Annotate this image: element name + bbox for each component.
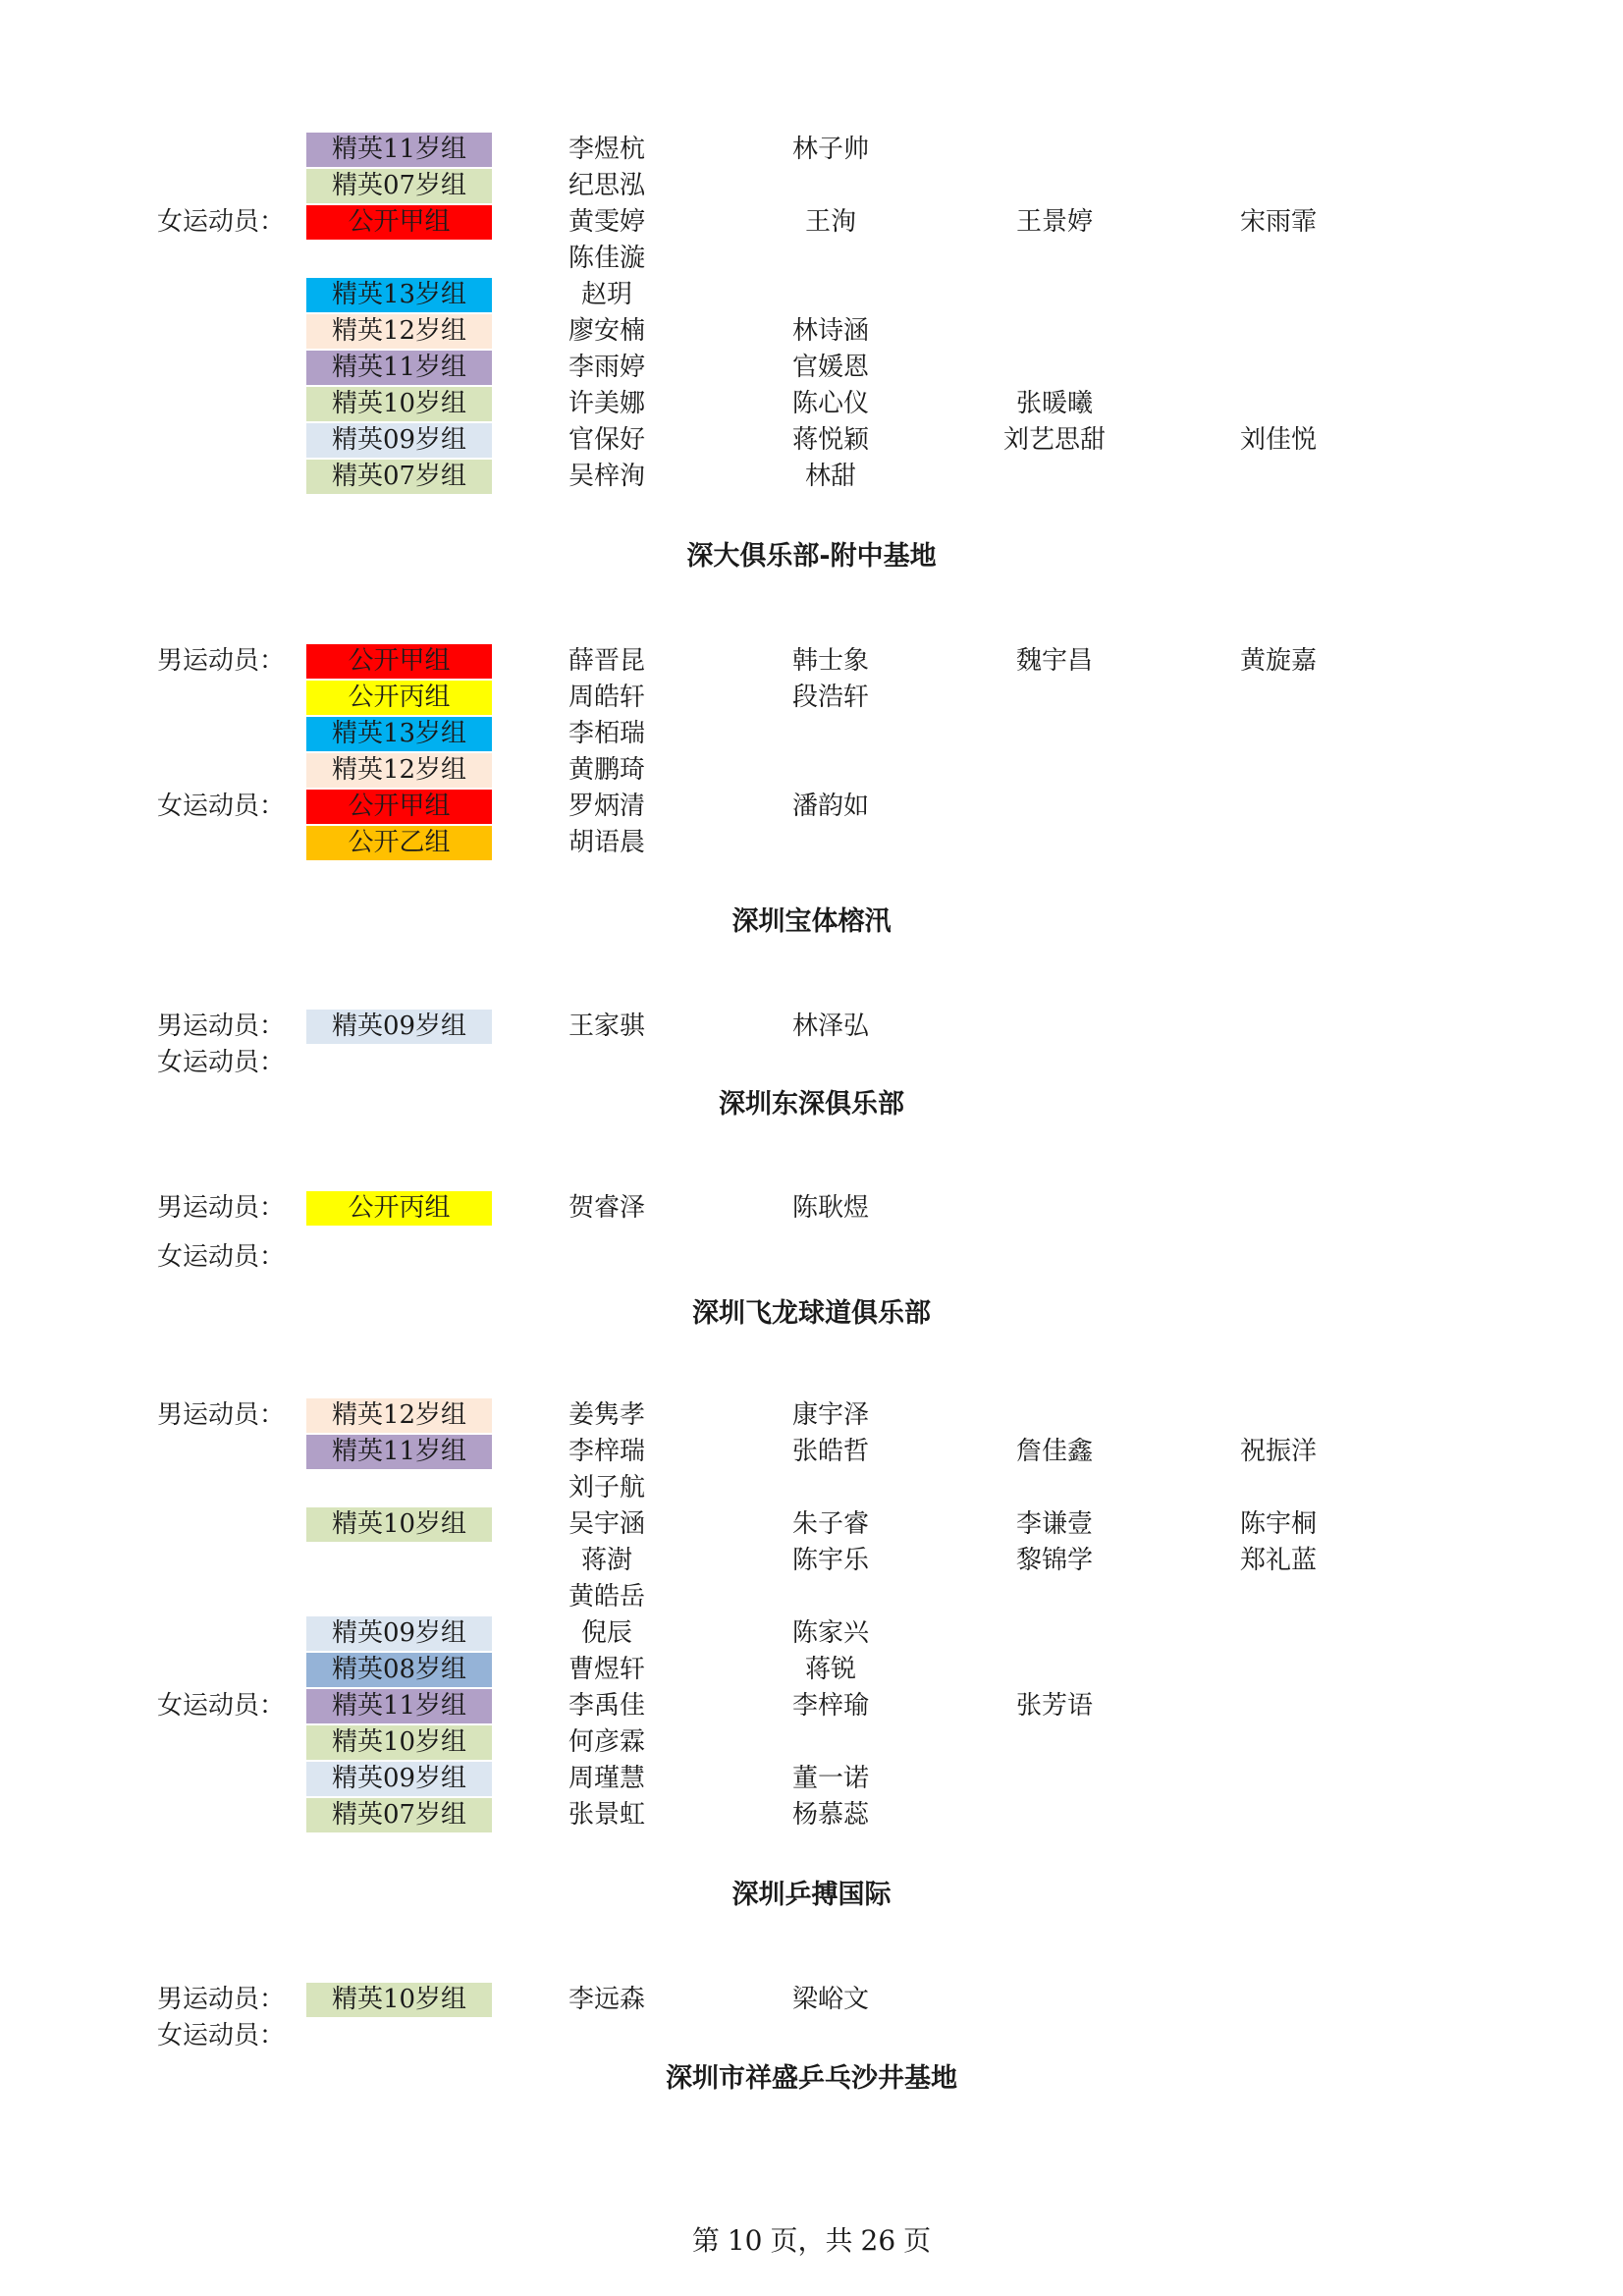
athlete-name: 蒋澍 [580,1546,632,1575]
athlete-name: 周皓轩 [568,683,645,712]
athlete-name: 蒋悦颖 [791,425,869,455]
group-badge: 精英07岁组 [306,169,492,203]
athlete-name: 陈佳漩 [568,244,645,273]
gender-label: 女运动员： [157,1242,286,1272]
athlete-name: 宋雨霏 [1239,207,1317,237]
group-badge: 精英07岁组 [306,1798,492,1832]
athlete-name: 陈耿煜 [791,1193,869,1223]
athlete-name: 刘艺思甜 [1002,425,1106,455]
roster-row [0,752,1623,789]
gender-label: 女运动员： [157,207,286,237]
group-badge: 精英11岁组 [306,351,492,385]
group-badge: 公开甲组 [306,790,492,824]
gender-label: 女运动员： [157,1691,286,1721]
group-badge: 精英09岁组 [306,423,492,458]
roster-row [0,825,1623,861]
roster-row [0,1982,1623,2018]
athlete-name: 林子帅 [791,135,869,164]
athlete-name: 黄旋嘉 [1239,646,1317,676]
roster-row [0,1615,1623,1652]
roster-row [0,277,1623,313]
athlete-name: 李梓瑞 [568,1437,645,1466]
group-badge: 精英08岁组 [306,1653,492,1687]
roster-row [0,1434,1623,1470]
athlete-name: 林甜 [804,462,856,491]
athlete-name: 王家骐 [568,1011,645,1041]
roster-row [0,1761,1623,1797]
roster-row [0,1724,1623,1761]
athlete-name: 梁峪文 [791,1985,869,2014]
roster-row [0,168,1623,204]
group-badge: 精英12岁组 [306,753,492,788]
club-title: 深圳市祥盛乒乓沙井基地 [666,2063,957,2094]
group-badge: 精英11岁组 [306,133,492,167]
gender-label: 女运动员： [157,792,286,821]
athlete-name: 朱子睿 [791,1509,869,1539]
roster-row [0,1239,1623,1276]
group-badge: 精英13岁组 [306,278,492,312]
athlete-name: 陈心仪 [791,389,869,418]
roster-row [0,386,1623,422]
roster-row [0,313,1623,350]
gender-label: 男运动员： [157,1193,286,1223]
roster-row [0,643,1623,680]
group-badge: 精英13岁组 [306,717,492,751]
athlete-name: 魏宇昌 [1015,646,1093,676]
roster-row [0,1045,1623,1081]
group-badge: 精英11岁组 [306,1689,492,1723]
roster-row [0,716,1623,752]
athlete-name: 胡语晨 [568,828,645,857]
athlete-name: 李栢瑞 [568,719,645,748]
athlete-name: 李禹佳 [568,1691,645,1721]
club-title: 深圳乒搏国际 [731,1880,892,1910]
athlete-name: 黄皓岳 [568,1582,645,1612]
roster-row [0,1579,1623,1615]
athlete-name: 王洵 [804,207,856,237]
athlete-name: 贺睿泽 [568,1193,645,1223]
group-badge: 公开乙组 [306,826,492,860]
footer-page-number: 10 [727,2224,763,2257]
group-badge: 公开丙组 [306,681,492,715]
athlete-name: 周瑾慧 [568,1764,645,1793]
roster-row [0,1506,1623,1543]
athlete-name: 詹佳鑫 [1015,1437,1093,1466]
roster-row [0,350,1623,386]
roster-row [0,789,1623,825]
roster-row [0,1797,1623,1833]
athlete-name: 李煜杭 [568,135,645,164]
athlete-name: 段浩轩 [791,683,869,712]
athlete-name: 林泽弘 [791,1011,869,1041]
athlete-name: 王景婷 [1015,207,1093,237]
athlete-name: 林诗涵 [791,316,869,346]
gender-label: 男运动员： [157,646,286,676]
athlete-name: 姜隽孝 [568,1400,645,1430]
gender-label: 男运动员： [157,1011,286,1041]
athlete-name: 官媛恩 [791,353,869,382]
athlete-name: 黄雯婷 [568,207,645,237]
athlete-name: 黄鹏琦 [568,755,645,785]
athlete-name: 薛晋昆 [568,646,645,676]
roster-row [0,459,1623,495]
athlete-name: 罗炳清 [568,792,645,821]
roster-row [0,1688,1623,1724]
athlete-name: 陈宇乐 [791,1546,869,1575]
group-badge: 精英10岁组 [306,1507,492,1542]
roster-row [0,1009,1623,1045]
athlete-name: 赵玥 [580,280,632,309]
gender-label: 男运动员： [157,1400,286,1430]
athlete-name: 李雨婷 [568,353,645,382]
group-badge: 公开丙组 [306,1191,492,1226]
athlete-name: 张景虹 [568,1800,645,1830]
athlete-name: 李梓瑜 [791,1691,869,1721]
club-title: 深圳宝体榕汛 [731,906,892,937]
roster-row [0,680,1623,716]
athlete-name: 陈家兴 [791,1618,869,1648]
group-badge: 精英10岁组 [306,387,492,421]
group-badge: 精英07岁组 [306,460,492,494]
roster-row [0,2018,1623,2054]
roster-row [0,132,1623,168]
footer-total-pages: 26 [860,2224,896,2257]
page-footer [0,2219,1623,2259]
roster-row [0,1652,1623,1688]
group-badge: 精英09岁组 [306,1762,492,1796]
athlete-name: 黎锦学 [1015,1546,1093,1575]
group-badge: 精英12岁组 [306,314,492,349]
gender-label: 女运动员： [157,1048,286,1077]
roster-row [0,1470,1623,1506]
group-badge: 精英10岁组 [306,1725,492,1760]
athlete-name: 郑礼蓝 [1239,1546,1317,1575]
roster-row [0,1397,1623,1434]
group-badge: 公开甲组 [306,644,492,679]
athlete-name: 潘韵如 [791,792,869,821]
roster-row [0,204,1623,241]
group-badge: 精英09岁组 [306,1616,492,1651]
athlete-name: 廖安楠 [568,316,645,346]
athlete-name: 刘子航 [568,1473,645,1503]
roster-row [0,422,1623,459]
athlete-name: 杨慕蕊 [791,1800,869,1830]
athlete-name: 张芳语 [1015,1691,1093,1721]
athlete-name: 倪辰 [580,1618,632,1648]
athlete-name: 刘佳悦 [1239,425,1317,455]
athlete-name: 韩士象 [791,646,869,676]
athlete-name: 何彦霖 [568,1727,645,1757]
athlete-name: 张暖曦 [1015,389,1093,418]
group-badge: 公开甲组 [306,205,492,240]
roster-row [0,1190,1623,1227]
roster-row [0,1543,1623,1579]
athlete-name: 董一诺 [791,1764,869,1793]
athlete-name: 李远森 [568,1985,645,2014]
group-badge: 精英12岁组 [306,1398,492,1433]
athlete-name: 蒋锐 [804,1655,856,1684]
athlete-name: 许美娜 [568,389,645,418]
gender-label: 女运动员： [157,2021,286,2050]
club-title: 深圳飞龙球道俱乐部 [692,1298,931,1329]
footer-suffix: 页 [903,2224,932,2257]
athlete-name: 康宇泽 [791,1400,869,1430]
athlete-name: 官保好 [568,425,645,455]
group-badge: 精英11岁组 [306,1435,492,1469]
club-title: 深大俱乐部-附中基地 [686,541,937,572]
athlete-name: 陈宇桐 [1239,1509,1317,1539]
footer-prefix: 第 [691,2224,720,2257]
athlete-name: 曹煜轩 [568,1655,645,1684]
athlete-name: 张皓哲 [791,1437,869,1466]
club-title: 深圳东深俱乐部 [719,1089,904,1120]
group-badge: 精英10岁组 [306,1983,492,2017]
athlete-name: 祝振洋 [1239,1437,1317,1466]
footer-mid: 页，共 [770,2224,853,2257]
group-badge: 精英09岁组 [306,1010,492,1044]
roster-row [0,241,1623,277]
athlete-name: 纪思泓 [568,171,645,200]
athlete-name: 吴宇涵 [568,1509,645,1539]
gender-label: 男运动员： [157,1985,286,2014]
athlete-name: 李谦壹 [1015,1509,1093,1539]
athlete-name: 吴梓洵 [568,462,645,491]
